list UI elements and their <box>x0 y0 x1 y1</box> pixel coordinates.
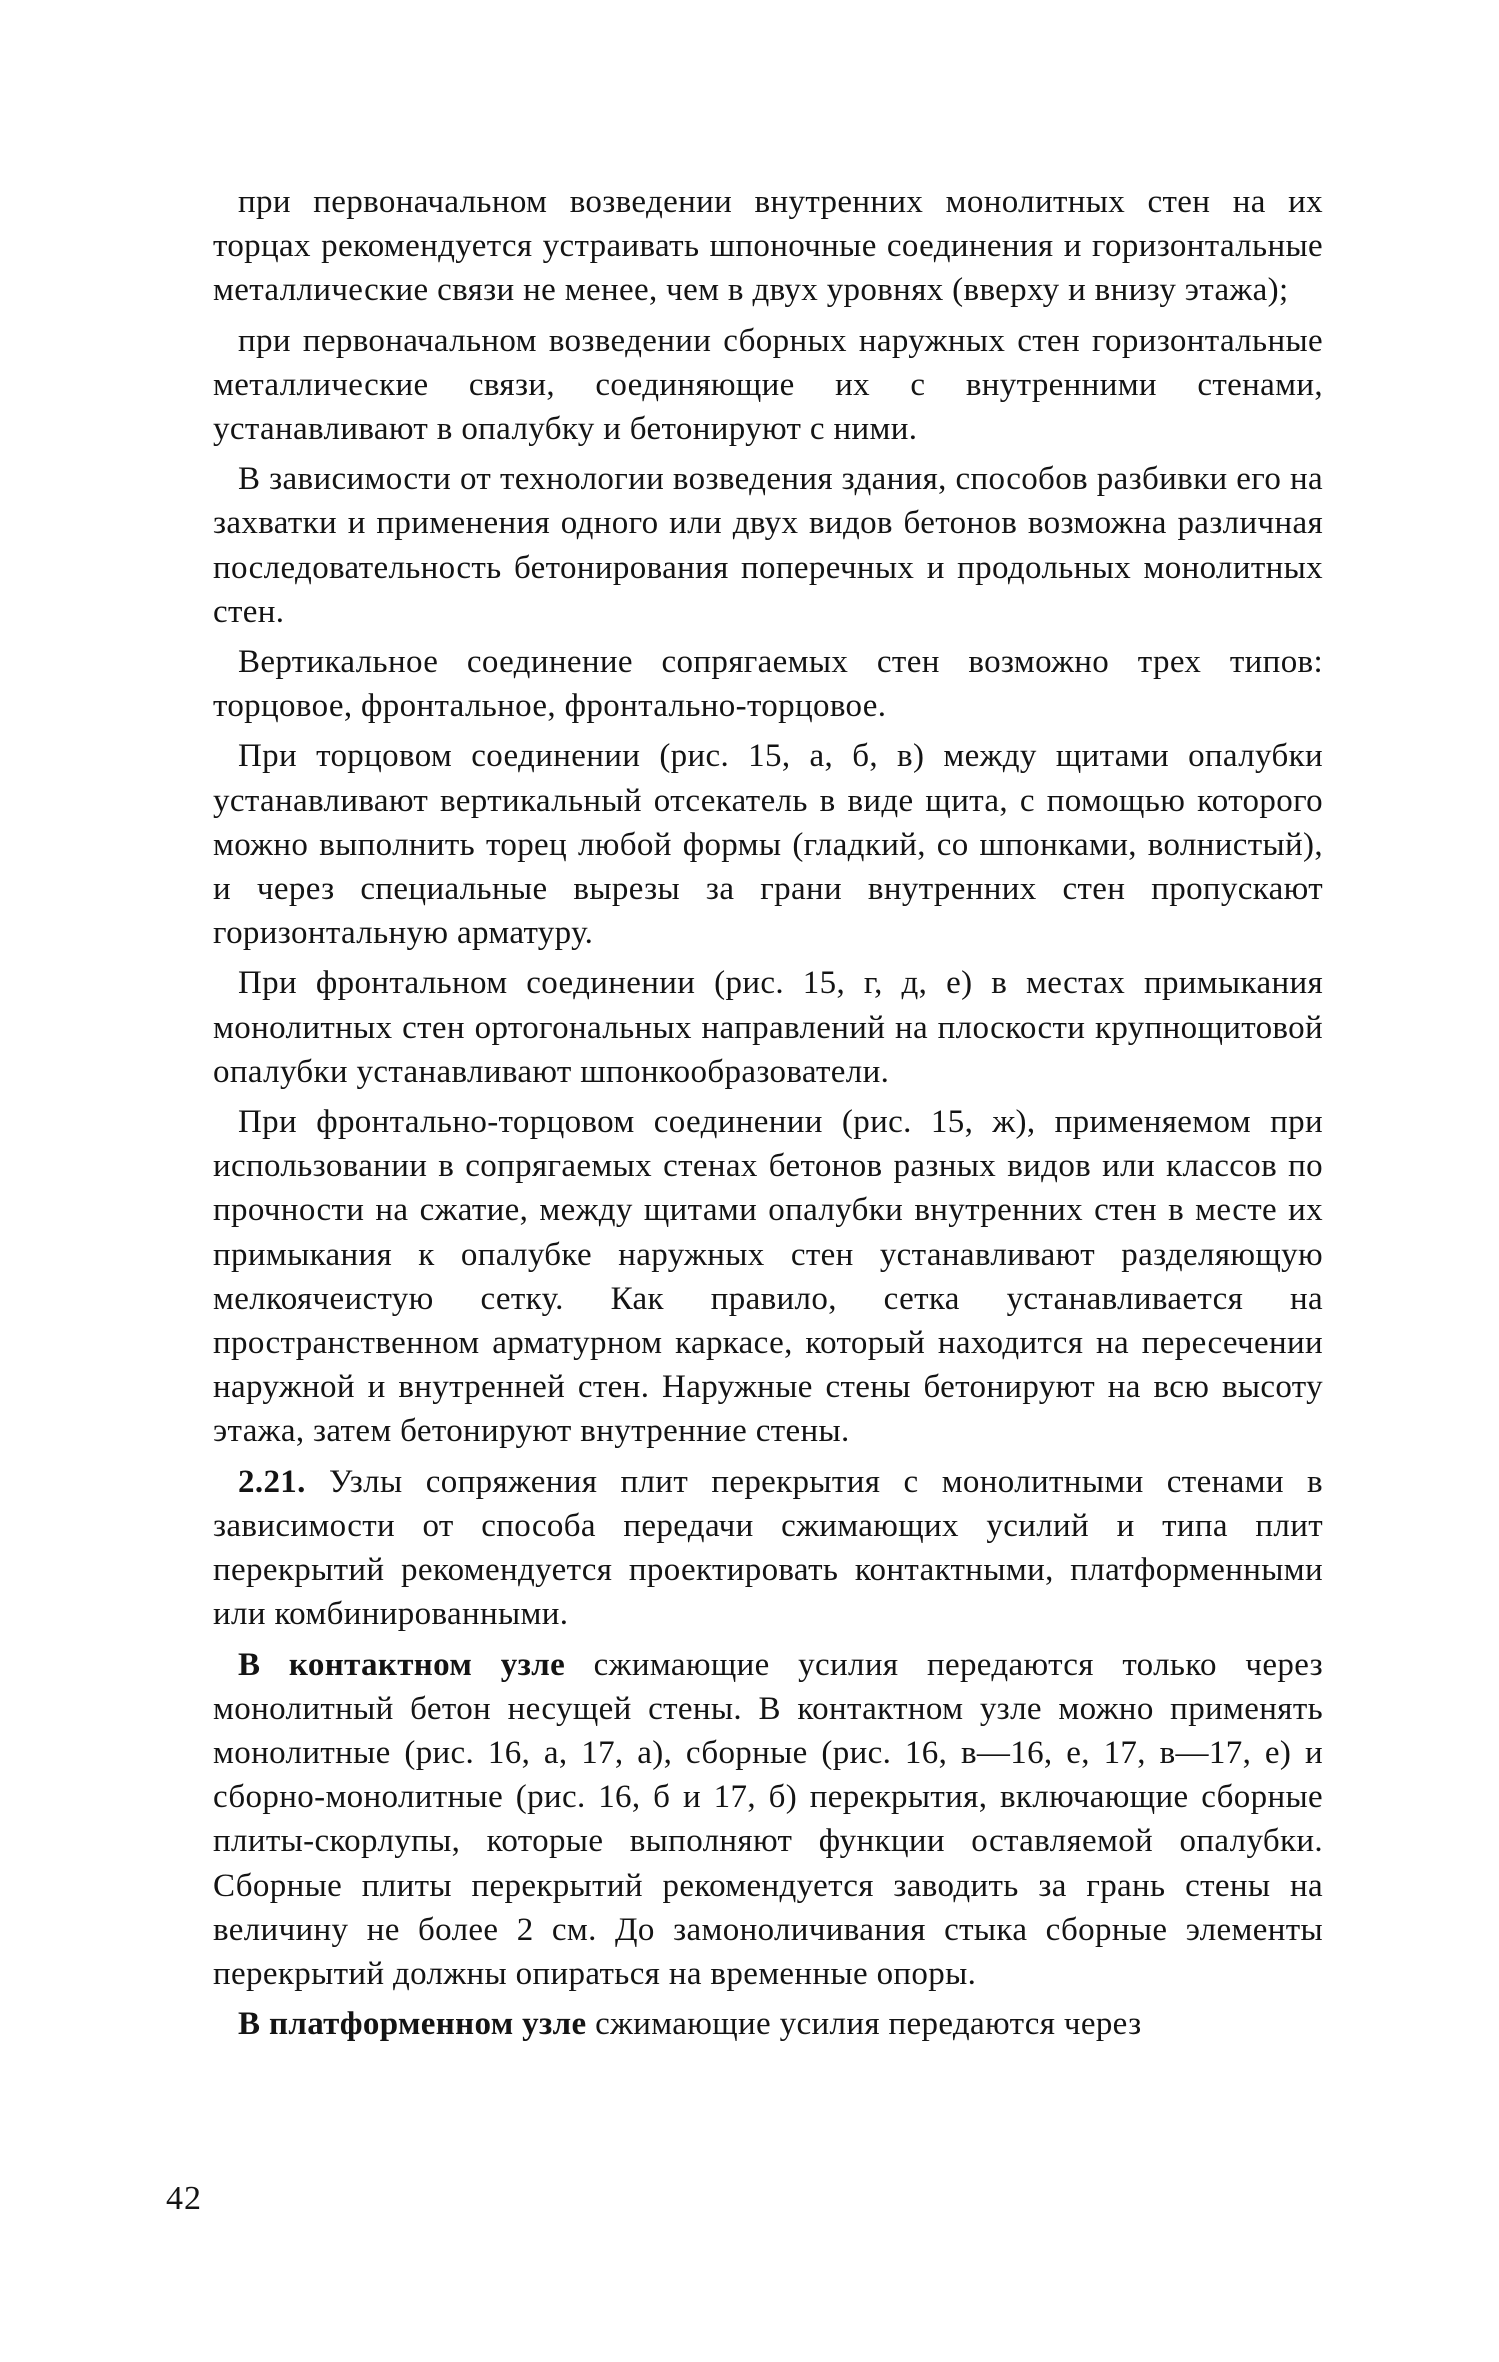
paragraph-1-text: при первоначальном возведении внутренних монолитных стен на их торцах рекомендуется устраивать шпоночные соединения и горизонтальные металлические связи не менее, чем в двух уровнях (вверху и внизу этажа); <box>213 184 1323 309</box>
body-text <box>213 180 1323 2052</box>
paragraph-3 <box>213 457 1323 634</box>
paragraph-6-text: При фронтальном соединении (рис. 15, г, д, е) в местах примыкания монолитных стен ортогональных направлений на плоскости крупнощитовой опалубки устанавливают шпонкообразователи. <box>213 965 1323 1090</box>
paragraph-2 <box>213 319 1323 452</box>
contact-node-term: В контактном узле <box>238 1646 566 1683</box>
paragraph-8-section-2-21 <box>213 1460 1323 1637</box>
paragraph-4 <box>213 640 1323 728</box>
section-number: 2.21. <box>238 1463 306 1500</box>
paragraph-6 <box>213 961 1323 1094</box>
paragraph-1 <box>213 180 1323 313</box>
paragraph-7-text: При фронтально-торцовом соединении (рис. 15, ж), применяемом при использовании в сопрягаемых стенах бетонов разных видов или классов по прочности на сжатие, между щитами опалубки внутренних стен в месте их примыкания к опалубке наружных стен устанавливают разделяющую мелкоячеистую сетку. Как правило, сетка устанавливается на пространственном арматурном каркасе, который находится на пересечении наружной и внутренней стен. Наружные стены бетонируют на всю высоту этажа, затем бетонируют внутренние стены. <box>213 1104 1323 1450</box>
paragraph-3-text: В зависимости от технологии возведения здания, способов разбивки его на захватки и применения одного или двух видов бетонов возможна различная последовательность бетонирования поперечных и продольных монолитных стен. <box>213 461 1323 630</box>
paragraph-5 <box>213 734 1323 955</box>
paragraph-10-platform-node <box>213 2002 1323 2046</box>
paragraph-9-contact-node <box>213 1643 1323 1997</box>
paragraph-7 <box>213 1100 1323 1454</box>
paragraph-5-text: При торцовом соединении (рис. 15, а, б, в) между щитами опалубки устанавливают вертикальный отсекатель в виде щита, с помощью которого можно выполнить торец любой формы (гладкий, со шпонками, волнистый), и через специальные вырезы за грани внутренних стен пропускают горизонтальную арматуру. <box>213 738 1323 952</box>
paragraph-9-text: сжимающие усилия передаются только через монолитный бетон несущей стены. В контактном узле можно применять монолитные (рис. 16, а, 17, а), сборные (рис. 16, в—16, е, 17, в—17, е) и сборно-монолитные (рис. 16, б и 17, б) перекрытия, включающие сборные плиты-скорлупы, которые выполняют функции оставляемой опалубки. Сборные плиты перекрытий рекомендуется заводить за грань стены на величину не более 2 см. До замоноличивания стыка сборные элементы перекрытий должны опираться на временные опоры. <box>213 1646 1323 1992</box>
paragraph-8-text: Узлы сопряжения плит перекрытия с монолитными стенами в зависимости от способа передачи сжимающих усилий и типа плит перекрытий рекомендуется проектировать контактными, платформенными или комбинированными. <box>213 1463 1323 1633</box>
paragraph-10-text: сжимающие усилия передаются через <box>586 2006 1142 2043</box>
paragraph-2-text: при первоначальном возведении сборных наружных стен горизонтальные металлические связи, соединяющие их с внутренними стенами, устанавливают в опалубку и бетонируют с ними. <box>213 322 1323 448</box>
page-number: 42 <box>166 2180 202 2217</box>
platform-node-term: В платформенном узле <box>238 2006 587 2043</box>
paragraph-4-text: Вертикальное соединение сопрягаемых стен возможно трех типов: торцовое, фронтальное, фронтально-торцовое. <box>213 644 1323 725</box>
